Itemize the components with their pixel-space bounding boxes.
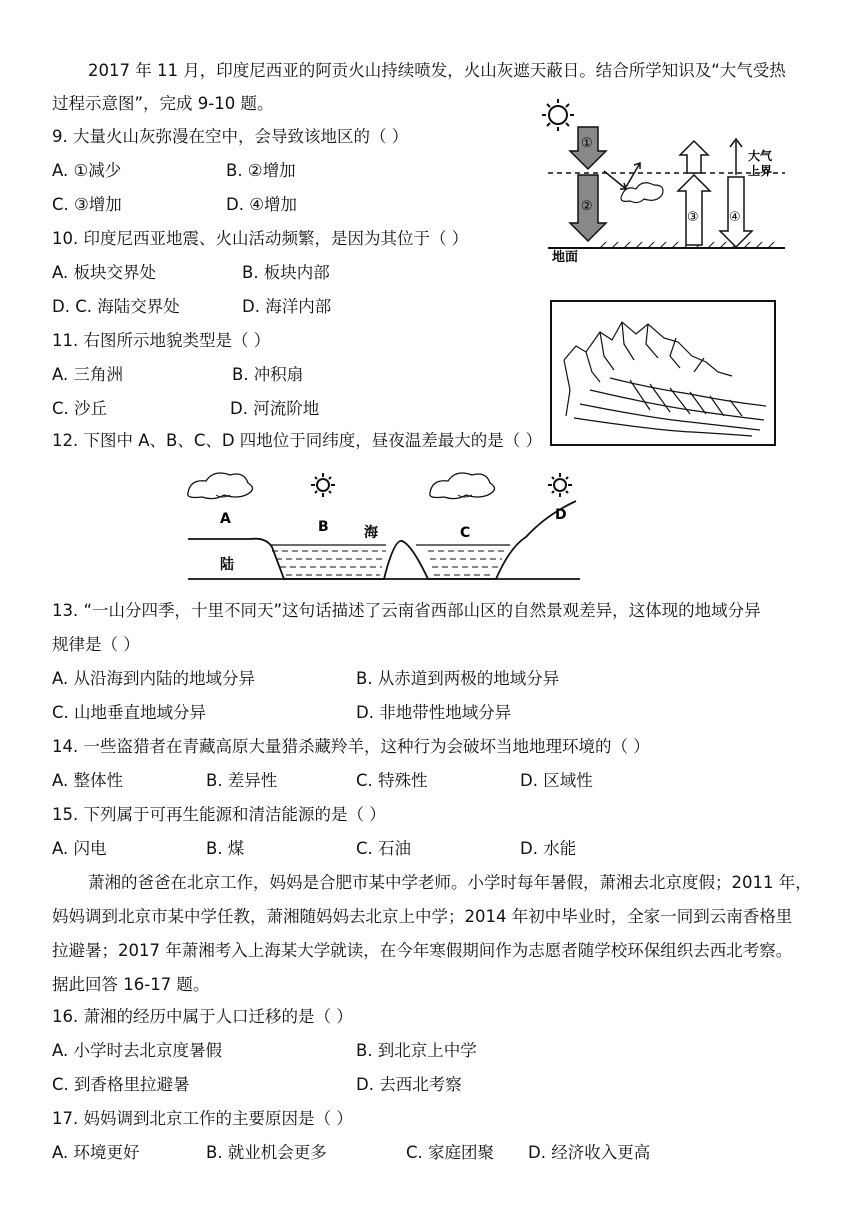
arrow-2-surface-radiation-in: [570, 175, 606, 241]
intro-line-2: 过程示意图”，完成 9-10 题。: [52, 94, 274, 113]
cloud-icon: [430, 473, 495, 499]
q11-stem: 11. 右图所示地貌类型是（ ）: [52, 331, 271, 350]
atmosphere-top-label-1: 大气: [748, 149, 773, 163]
q15-option-a[interactable]: A. 闪电: [52, 839, 107, 858]
q14-option-b[interactable]: B. 差异性: [206, 771, 278, 790]
intro2-line-3: 拉避暑；2017 年萧湘考入上海某大学就读，在今年寒假期间作为志愿者随学校环保组织去西北考察。: [52, 941, 793, 960]
q17-option-d[interactable]: D. 经济收入更高: [528, 1143, 651, 1162]
q10-option-c[interactable]: D. C. 海陆交界处: [52, 297, 180, 316]
q17-stem: 17. 妈妈调到北京工作的主要原因是（ ）: [52, 1109, 353, 1128]
q15-option-c[interactable]: C. 石油: [356, 839, 412, 858]
q11-option-d[interactable]: D. 河流阶地: [230, 399, 320, 418]
sun-icon: [311, 473, 335, 497]
atmosphere-heating-diagram: [540, 95, 800, 270]
q16-stem: 16. 萧湘的经历中属于人口迁移的是（ ）: [52, 1007, 353, 1026]
q12-stem: 12. 下图中 A、B、C、D 四地位于同纬度，昼夜温差最大的是（ ）: [52, 431, 543, 450]
label-d: D: [555, 507, 567, 523]
arrow-1-solar-radiation: [570, 127, 606, 169]
sun-icon: [548, 473, 572, 497]
q11-option-c[interactable]: C. 沙丘: [52, 399, 108, 418]
q16-option-b[interactable]: B. 到北京上中学: [356, 1041, 477, 1060]
label-a: A: [220, 511, 231, 527]
q14-option-a[interactable]: A. 整体性: [52, 771, 123, 790]
intro-line-1: 2017 年 11 月，印度尼西亚的阿贡火山持续喷发，火山灰遮天蔽日。结合所学知识及“大气受热: [88, 61, 786, 80]
q17-option-b[interactable]: B. 就业机会更多: [206, 1143, 327, 1162]
landform-sketch: [550, 300, 776, 446]
q9-option-d[interactable]: D. ④增加: [226, 195, 297, 214]
intro2-line-2: 妈妈调到北京市某中学任教，萧湘随妈妈去北京上中学；2014 年初中毕业时，全家一同到云南香格里: [52, 907, 793, 926]
reflection-arrows: [604, 163, 640, 189]
cloud-icon: [188, 473, 253, 499]
q13-option-d[interactable]: D. 非地带性地域分异: [356, 703, 512, 722]
q9-option-c[interactable]: C. ③增加: [52, 195, 122, 214]
svg-text:③: ③: [687, 210, 699, 225]
q11-option-a[interactable]: A. 三角洲: [52, 365, 123, 384]
label-land: 陆: [220, 557, 234, 573]
q13-stem-line-1: 13. “一山分四季，十里不同天”这句话描述了云南省西部山区的自然景观差异，这体现的地域分异: [52, 601, 761, 620]
atmosphere-top-label-2: 上界: [748, 164, 773, 178]
q10-stem: 10. 印度尼西亚地震、火山活动频繁，是因为其位于（ ）: [52, 229, 469, 248]
q15-stem: 15. 下列属于可再生能源和清洁能源的是（ ）: [52, 805, 386, 824]
label-c: C: [460, 525, 471, 541]
arrow-outgoing-radiation: [680, 141, 708, 173]
q17-option-a[interactable]: A. 环境更好: [52, 1143, 140, 1162]
q16-option-c[interactable]: C. 到香格里拉避暑: [52, 1075, 190, 1094]
sun-icon: [542, 99, 574, 131]
label-sea: 海: [364, 525, 378, 541]
q10-option-d[interactable]: D. 海洋内部: [242, 297, 332, 316]
intro2-line-4: 据此回答 16-17 题。: [52, 975, 210, 994]
q14-stem: 14. 一些盗猎者在青藏高原大量猎杀藏羚羊，这种行为会破坏当地地理环境的（ ）: [52, 737, 650, 756]
ground-label: 地面: [552, 250, 579, 265]
q16-option-a[interactable]: A. 小学时去北京度暑假: [52, 1041, 222, 1060]
q10-option-b[interactable]: B. 板块内部: [242, 263, 330, 282]
q10-option-a[interactable]: A. 板块交界处: [52, 263, 156, 282]
svg-text:④: ④: [729, 210, 741, 225]
q13-stem-line-2: 规律是（ ）: [52, 635, 140, 654]
svg-text:①: ①: [581, 136, 593, 151]
q15-option-d[interactable]: D. 水能: [520, 839, 577, 858]
q9-stem: 9. 大量火山灰弥漫在空中，会导致该地区的（ ）: [52, 127, 409, 146]
arrow-3-ground-radiation: [678, 175, 710, 245]
q13-option-c[interactable]: C. 山地垂直地域分异: [52, 703, 207, 722]
svg-text:②: ②: [581, 199, 593, 214]
q13-option-b[interactable]: B. 从赤道到两极的地域分异: [356, 669, 560, 688]
q14-option-c[interactable]: C. 特殊性: [356, 771, 428, 790]
q16-option-d[interactable]: D. 去西北考察: [356, 1075, 462, 1094]
label-b: B: [318, 519, 329, 535]
q13-option-a[interactable]: A. 从沿海到内陆的地域分异: [52, 669, 255, 688]
q17-option-c[interactable]: C. 家庭团聚: [406, 1143, 495, 1162]
q9-option-b[interactable]: B. ②增加: [226, 161, 296, 180]
q14-option-d[interactable]: D. 区域性: [520, 771, 593, 790]
q15-option-b[interactable]: B. 煤: [206, 839, 245, 858]
intro2-line-1: 萧湘的爸爸在北京工作，妈妈是合肥市某中学老师。小学时每年暑假，萧湘去北京度假；2011 年，: [88, 873, 812, 892]
sea-land-diagram: [180, 465, 600, 585]
q11-option-b[interactable]: B. 冲积扇: [232, 365, 304, 384]
q9-option-a[interactable]: A. ①减少: [52, 161, 122, 180]
